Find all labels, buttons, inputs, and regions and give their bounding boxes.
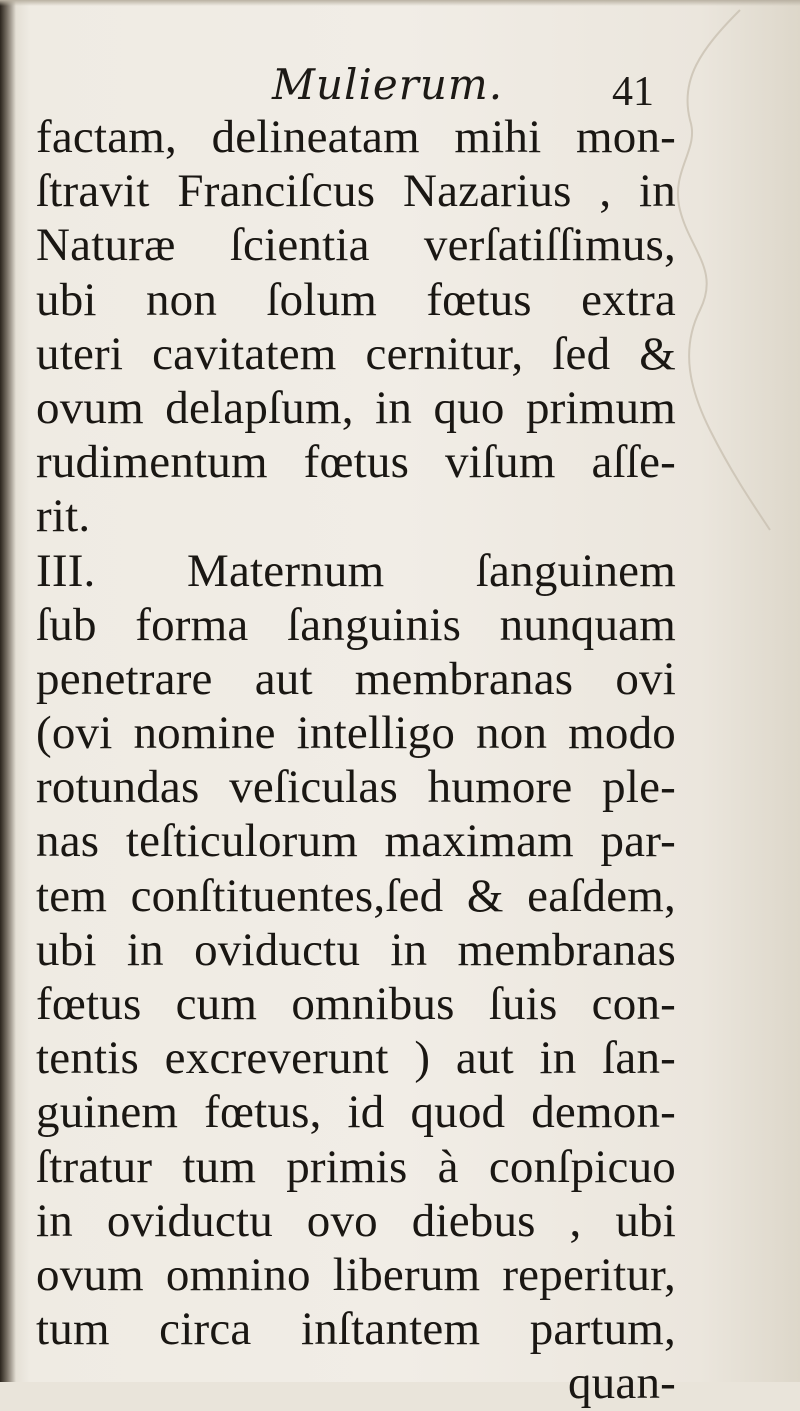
text-line: ſtravit Franciſcus Nazarius , in [36, 165, 676, 218]
text-line: Naturæ ſcientia verſatiſſimus, [36, 219, 676, 272]
text-line: guinem fœtus, id quod demon- [36, 1086, 676, 1139]
gutter-shadow [0, 0, 16, 1382]
text-line: ſub forma ſanguinis nunquam [36, 598, 676, 651]
text-line: ovum omnino liberum reperitur, [36, 1248, 676, 1301]
text-line: tentis excreverunt ) aut in ſan- [36, 1032, 676, 1085]
text-line: fœtus cum omnibus ſuis con- [36, 978, 676, 1030]
text-line: rotundas veſiculas humore ple- [36, 761, 676, 814]
text-line: in oviductu ovo diebus , ubi [36, 1194, 676, 1247]
text-line: ovum delapſum, in quo primum [36, 381, 676, 434]
text-line: nas teſticulorum maximam par- [36, 815, 676, 868]
catchword: quan- [567, 1357, 676, 1410]
text-line: tem conſtituentes,ſed & eaſdem, [36, 869, 676, 922]
text-line: rit. [36, 490, 91, 543]
text-line: factam, delineatam mihi mon- [36, 111, 676, 163]
text-line: III. Maternum ſanguinem [36, 544, 676, 597]
text-line: (ovi nomine intelligo non modo [36, 707, 676, 760]
text-line: ſtratur tum primis à conſpicuo [36, 1140, 676, 1193]
text-line: ubi non ſolum fœtus extra [36, 273, 676, 326]
text-line: rudimentum fœtus viſum aſſe- [36, 436, 676, 489]
page-top-edge [0, 0, 800, 6]
text-line: ubi in oviductu in membranas [36, 923, 676, 976]
body-text [36, 110, 676, 1411]
text-line: tum circa inſtantem partum, [36, 1303, 676, 1356]
page-number: 41 [612, 69, 654, 115]
running-head: Mulierum. [272, 60, 504, 109]
text-line: uteri cavitatem cernitur, ſed & [36, 327, 676, 380]
text-line: penetrare aut membranas ovi [36, 652, 676, 705]
